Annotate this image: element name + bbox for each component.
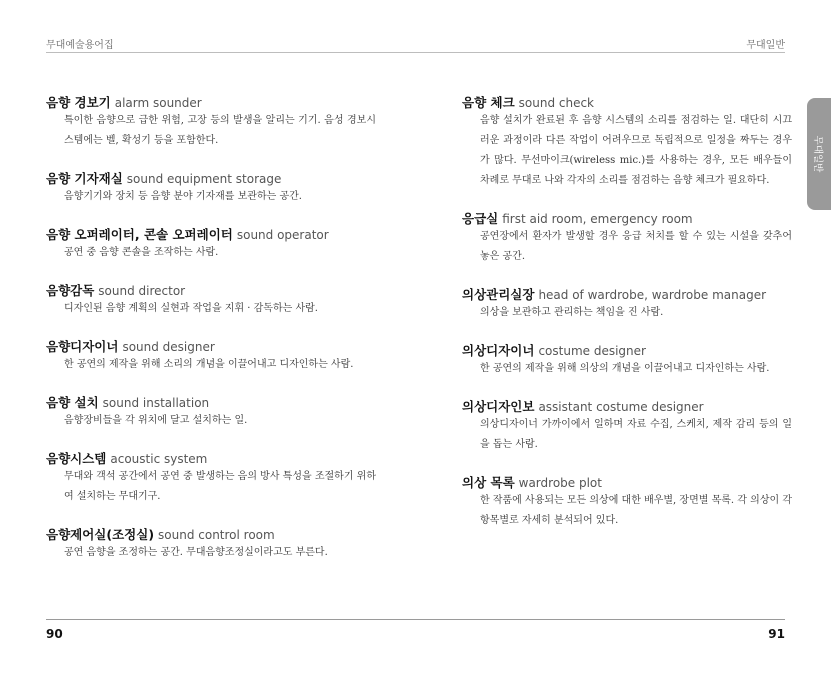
term-english: first aid room, emergency room [502,212,693,226]
page-number-right: 91 [768,627,785,641]
glossary-entry [46,395,376,431]
glossary-entry [46,95,376,151]
entry-term [462,475,792,491]
entry-term [462,343,792,359]
entry-definition: 공연 중 음향 콘솔을 조작하는 사람. [64,247,219,258]
entry-definition: 음향기기와 장치 등 음향 분야 기자재를 보관하는 공간. [64,191,302,202]
entry-term [46,395,376,411]
entry-definition: 의상디자이너 가까이에서 일하며 자료 수집, 스케치, 제작 감리 등의 일을 돕는 사람. [480,419,792,450]
entry-definition: 한 공연의 제작을 위해 소리의 개념을 이끌어내고 디자인하는 사람. [64,359,354,370]
term-korean: 음향디자이너 [46,339,119,354]
term-english: sound director [98,284,186,298]
term-korean: 의상디자이너 [462,343,535,358]
entry-term [46,171,376,187]
term-english: head of wardrobe, wardrobe manager [538,288,767,302]
entry-definition: 디자인된 음향 계획의 실현과 작업을 지휘 · 감독하는 사람. [64,303,318,314]
entry-term [46,339,376,355]
term-korean: 의상디자인보 [462,399,535,414]
term-korean: 의상관리실장 [462,287,535,302]
entry-term [462,95,792,111]
section-side-tab [807,98,831,210]
right-column [462,95,792,551]
glossary-entry [462,475,792,531]
term-english: acoustic system [110,452,208,466]
term-korean: 음향제어실(조정실) [46,527,155,542]
entry-term [462,287,792,303]
entry-term [46,451,376,467]
glossary-entry [462,211,792,267]
term-english: wardrobe plot [518,476,602,490]
entry-term [46,283,376,299]
entry-definition: 한 작품에 사용되는 모든 의상에 대한 배우별, 장면별 목록. 각 의상이 각 항목별로 자세히 분석되어 있다. [480,495,792,526]
left-column [46,95,376,583]
running-header [46,36,785,52]
glossary-entry [46,451,376,507]
entry-definition: 의상을 보관하고 관리하는 책임을 진 사람. [480,307,664,318]
entry-term [46,527,376,543]
glossary-entry [46,527,376,563]
glossary-entry [462,95,792,191]
header-rule [46,52,785,53]
term-korean: 음향 경보기 [46,95,111,110]
term-english: sound equipment storage [126,172,282,186]
entry-term [46,227,376,243]
term-english: assistant costume designer [538,400,704,414]
glossary-entry [462,343,792,379]
term-korean: 음향 기자재실 [46,171,123,186]
entry-definition: 음향 설치가 완료된 후 음향 시스템의 소리를 점검하는 일. 대단히 시끄러운 과정이라 다른 작업이 어려우므로 독립적으로 일정을 짜두는 경우가 많다. 무선마이크(wireless mic.)를 사용하는 경우, 모든 배우들이 차례로 무대로 나와 각자의 소리를 점검하는 음향 체크가 필요하다. [480,115,792,186]
entry-definition: 공연장에서 환자가 발생할 경우 응급 처치를 할 수 있는 시설을 갖추어 놓은 공간. [480,231,792,262]
entry-term [462,399,792,415]
entry-term [46,95,376,111]
term-english: sound check [518,96,595,110]
glossary-entry [462,399,792,455]
entry-definition: 무대와 객석 공간에서 공연 중 발생하는 음의 방사 특성을 조절하기 위하여 설치하는 무대기구. [64,471,376,502]
term-korean: 음향감독 [46,283,95,298]
glossary-entry [46,283,376,319]
page-number-left: 90 [46,627,63,641]
footer-rule [46,619,785,620]
glossary-entry [46,339,376,375]
section-title: 무대일반 [746,40,785,51]
glossary-entry [46,227,376,263]
term-english: costume designer [538,344,646,358]
term-english: sound installation [102,396,210,410]
entry-definition: 한 공연의 제작을 위해 의상의 개념을 이끌어내고 디자인하는 사람. [480,363,770,374]
term-english: sound designer [122,340,215,354]
entry-term [462,211,792,227]
glossary-entry [46,171,376,207]
term-korean: 음향 체크 [462,95,515,110]
term-korean: 음향 설치 [46,395,99,410]
term-korean: 응급실 [462,211,499,226]
entry-definition: 특이한 음향으로 급한 위험, 고장 등의 발생을 알리는 기기. 음성 경보시스템에는 벨, 확성기 등을 포함한다. [64,115,376,146]
side-tab-label: 무대일반 [812,135,823,173]
term-korean: 음향 오퍼레이터, 콘솔 오퍼레이터 [46,227,233,242]
term-english: alarm sounder [114,96,202,110]
term-english: sound operator [236,228,329,242]
term-english: sound control room [158,528,275,542]
term-korean: 음향시스템 [46,451,107,466]
glossary-entry [462,287,792,323]
book-title: 무대예술용어집 [46,40,114,51]
entry-definition: 공연 음향을 조정하는 공간. 무대음향조정실이라고도 부른다. [64,547,328,558]
term-korean: 의상 목록 [462,475,515,490]
entry-definition: 음향장비들을 각 위치에 달고 설치하는 일. [64,415,248,426]
